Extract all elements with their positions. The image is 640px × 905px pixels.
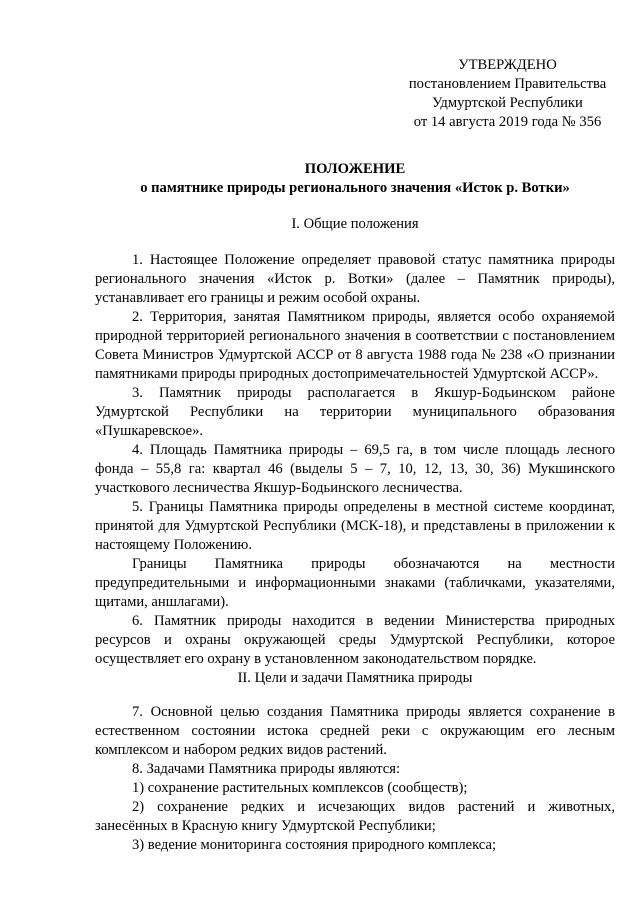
section-1-heading: I. Общие положения bbox=[291, 216, 419, 232]
approval-line-2: постановлением Правительства bbox=[408, 76, 607, 92]
section-2-body bbox=[95, 703, 615, 855]
section-2-heading: II. Цели и задачи Памятника природы bbox=[237, 670, 473, 686]
task-item-3: 3) ведение мониторинга состояния природного комплекса; bbox=[132, 837, 496, 853]
paragraph-6: 6. Памятник природы находится в ведении Министерства природных ресурсов и охраны окружающей среды Удмуртской Республики, которое осуществляет его охрану в установленном законодательством порядке. bbox=[95, 613, 615, 667]
approval-stamp bbox=[400, 56, 615, 132]
approval-line-4: от 14 августа 2019 года № 356 bbox=[413, 114, 602, 130]
document-title-main: ПОЛОЖЕНИЕ bbox=[304, 161, 406, 177]
document-title-sub: о памятнике природы регионального значения «Исток р. Вотки» bbox=[140, 180, 570, 196]
approval-line-1: УТВЕРЖДЕНО bbox=[458, 57, 557, 73]
paragraph-2: 2. Территория, занятая Памятником природы, является особо охраняемой природной территорией регионального значения в соответствии с постановлением Совета Министров Удмуртской АССР от 8 августа 1988 года № 238 «О признании памятниками природы природных достопримечательностей Удмуртской АССР». bbox=[95, 309, 615, 382]
approval-line-3: Удмуртской Республики bbox=[432, 95, 583, 111]
paragraph-8: 8. Задачами Памятника природы являются: bbox=[132, 761, 401, 777]
paragraph-4: 4. Площадь Памятника природы – 69,5 га, в том числе площадь лесного фонда – 55,8 га: квартал 46 (выделы 5 – 7, 10, 12, 13, 30, 36) Мукшинского участкового лесничества Якшур-Бодьинского лесничества. bbox=[95, 442, 615, 496]
paragraph-3: 3. Памятник природы располагается в Якшур-Бодьинском районе Удмуртской Республики на территории муниципального образования «Пушкаревское». bbox=[95, 385, 615, 439]
task-item-2: 2) сохранение редких и исчезающих видов растений и животных, занесённых в Красную книгу Удмуртской Республики; bbox=[95, 799, 615, 834]
document-title bbox=[95, 160, 615, 198]
paragraph-5-continued: Границы Памятника природы обозначаются на местности предупредительными и информационными знаками (табличками, указателями, щитами, аншлагами). bbox=[95, 556, 615, 610]
paragraph-5: 5. Границы Памятника природы определены в местной системе координат, принятой для Удмуртской Республики (МСК-18), и представлены в приложении к настоящему Положению. bbox=[95, 499, 615, 553]
paragraph-1: 1. Настоящее Положение определяет правовой статус памятника природы регионального значения «Исток р. Вотки» (далее – Памятник природы), устанавливает его границы и режим особой охраны. bbox=[95, 252, 615, 306]
task-item-1: 1) сохранение растительных комплексов (сообществ); bbox=[132, 780, 468, 796]
paragraph-7: 7. Основной целью создания Памятника природы является сохранение в естественном состоянии истока средней реки с окружающим его лесным комплексом и набором редких видов растений. bbox=[95, 704, 615, 758]
section-1-body bbox=[95, 251, 615, 669]
